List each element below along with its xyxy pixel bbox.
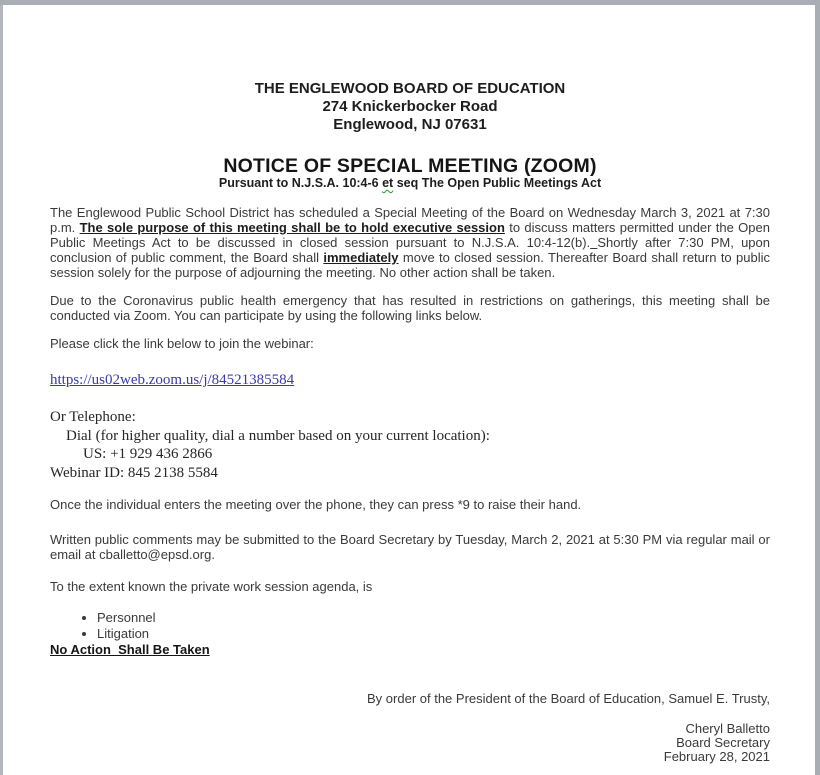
no-action-statement: No Action Shall Be Taken: [50, 642, 210, 657]
notice-subtitle: [50, 176, 770, 190]
subtitle-post: seq The Open Public Meetings Act: [393, 176, 602, 190]
webinar-link-line: [50, 371, 770, 389]
signature-block: [50, 722, 770, 764]
paragraph-meeting-details: [50, 205, 770, 280]
zoom-webinar-link[interactable]: https://us02web.zoom.us/j/84521385584: [50, 372, 295, 388]
dial-instruction: Dial (for higher quality, dial a number based on your current location):: [66, 427, 490, 444]
telephone-section: [50, 408, 770, 482]
page-edge-right: [815, 5, 820, 775]
meeting-text-4: move to closed session. Thereafter Board shall return to public session solely for the purpose of adjourning the meeting. No other action shall be taken.: [50, 250, 770, 280]
secretary-title: Board Secretary: [676, 735, 770, 750]
document-content: [50, 5, 770, 764]
paragraph-covid: Due to the Coronavirus public health emergency that has resulted in restrictions on gatherings, this meeting shall be conducted via Zoom. You can participate by using the following links below.: [50, 293, 770, 323]
org-address-street: 274 Knickerbocker Road: [322, 98, 498, 115]
secretary-name: Cheryl Balletto: [685, 721, 770, 736]
webinar-instruction: Please click the link below to join the webinar:: [50, 336, 314, 351]
agenda-item-litigation: • Litigation: [97, 626, 770, 642]
org-name: THE ENGLEWOOD BOARD OF EDUCATION: [254, 80, 566, 97]
notice-date: February 28, 2021: [663, 749, 770, 764]
by-order-line: By order of the President of the Board of Education, Samuel E. Trusty,: [367, 691, 770, 706]
webinar-id: Webinar ID: 845 2138 5584: [50, 464, 218, 481]
paragraph-written-comments: Written public comments may be submitted to the Board Secretary by Tuesday, March 2, 2021 at 5:30 PM via regular mail or email at cballetto@epsd.org.: [50, 532, 770, 562]
notice-title: NOTICE OF SPECIAL MEETING (ZOOM): [223, 155, 597, 177]
meeting-text-1: The Englewood Public School District has scheduled a Special Meeting of the Board on Wednesday March 3, 2021 at 7:30 p.m.: [50, 205, 770, 235]
meeting-sole-purpose: The sole purpose of this meeting shall be to hold executive session: [79, 220, 505, 235]
org-header: [50, 80, 770, 134]
meeting-immediately: immediately: [323, 250, 399, 265]
page-edge-left: [0, 5, 3, 775]
org-address-city: Englewood, NJ 07631: [333, 116, 487, 133]
subtitle-pre: Pursuant to N.J.S.A. 10:4-6: [218, 176, 383, 190]
meeting-text-3: Shortly after 7:30 PM, upon conclusion of public comment, the Board shall: [50, 235, 770, 265]
meeting-text-2: to discuss matters permitted under the Open Public Meetings Act to be discussed in closed session pursuant to N.J.S.A. 10:4-12(b).: [50, 220, 770, 250]
press-star9-line: Once the individual enters the meeting over the phone, they can press *9 to raise their hand.: [50, 497, 582, 512]
agenda-list: [50, 610, 770, 642]
agenda-item-personnel: • Personnel: [97, 610, 770, 626]
or-telephone-label: Or Telephone:: [50, 409, 136, 425]
subtitle-et-grammar-flagged: et: [382, 176, 394, 190]
agenda-intro: To the extent known the private work session agenda, is: [50, 579, 373, 594]
us-phone-number: US: +1 929 436 2866: [83, 446, 213, 462]
